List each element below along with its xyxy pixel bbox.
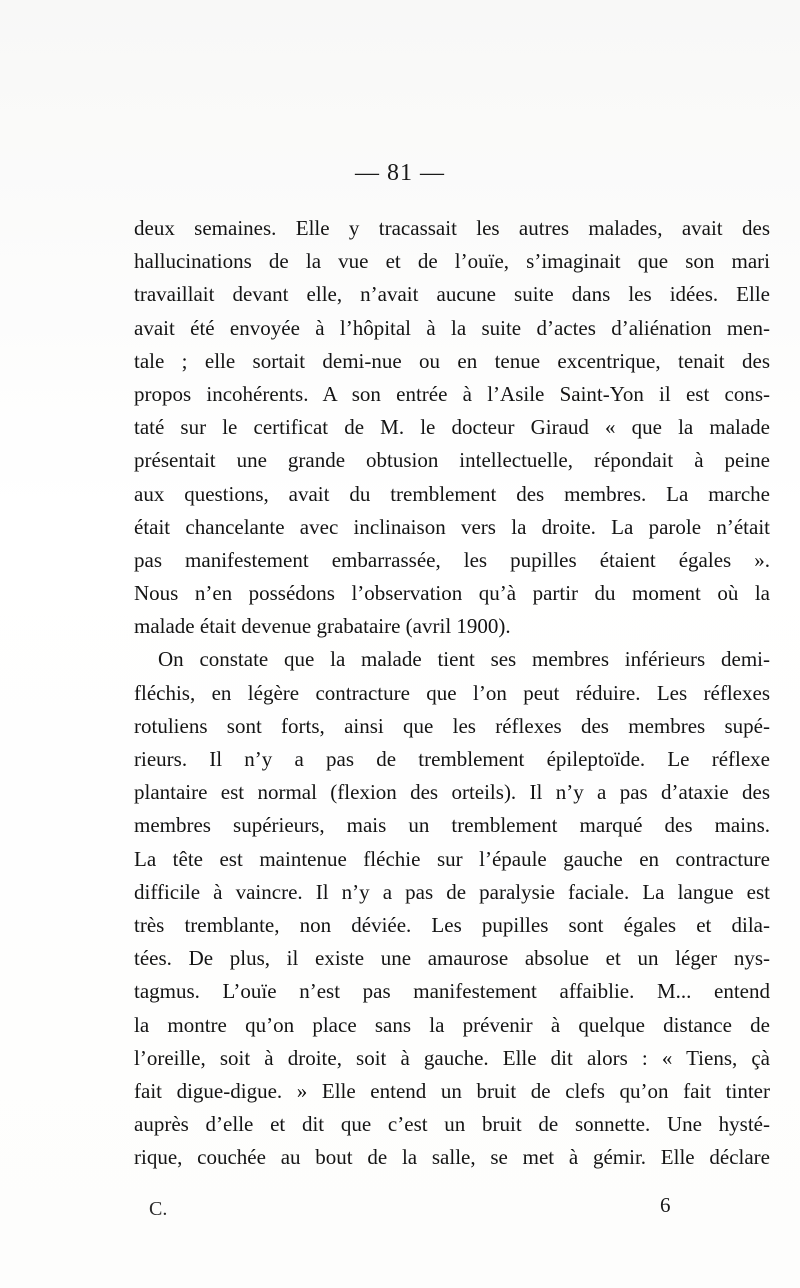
- text-line: était chancelante avec inclinaison vers la droite. La parole n’était: [134, 514, 770, 539]
- text-line: hallucinations de la vue et de l’ouïe, s’imaginait que son mari: [134, 249, 770, 274]
- text-line: présentait une grande obtusion intellectuelle, répondait à peine: [134, 448, 770, 473]
- text-line: La tête est maintenue fléchie sur l’épaule gauche en contracture: [134, 846, 770, 871]
- text-line: plantaire est normal (flexion des orteils). Il n’y a pas d’ataxie des: [134, 780, 770, 805]
- page-number: — 81 —: [355, 160, 445, 186]
- text-line: pas manifestement embarrassée, les pupilles étaient égales ».: [134, 547, 770, 572]
- text-line: rique, couchée au bout de la salle, se met à gémir. Elle déclare: [134, 1145, 770, 1170]
- text-line: On constate que la malade tient ses membres inférieurs demi-: [158, 647, 770, 672]
- text-line: fléchis, en légère contracture que l’on peut réduire. Les réflexes: [134, 680, 770, 705]
- text-line: très tremblante, non déviée. Les pupilles sont égales et dila-: [134, 912, 770, 937]
- text-line: tagmus. L’ouïe n’est pas manifestement affaiblie. M... entend: [134, 979, 770, 1004]
- text-line: tale ; elle sortait demi-nue ou en tenue excentrique, tenait des: [134, 348, 770, 373]
- gathering-number: 6: [660, 1193, 671, 1217]
- text-line: malade était devenue grabataire (avril 1900).: [134, 614, 511, 639]
- text-line: deux semaines. Elle y tracassait les autres malades, avait des: [134, 216, 770, 240]
- printer-signature: C.: [149, 1198, 168, 1220]
- text-line: difficile à vaincre. Il n’y a pas de paralysie faciale. La langue est: [134, 879, 770, 904]
- text-line: avait été envoyée à l’hôpital à la suite d’actes d’aliénation men-: [134, 315, 770, 340]
- text-line: tées. De plus, il existe une amaurose absolue et un léger nys-: [134, 946, 770, 971]
- text-line: membres supérieurs, mais un tremblement marqué des mains.: [134, 813, 770, 838]
- text-line: propos incohérents. A son entrée à l’Asile Saint-Yon il est cons-: [134, 381, 770, 406]
- text-line: taté sur le certificat de M. le docteur Giraud « que la malade: [134, 415, 770, 440]
- text-line: l’oreille, soit à droite, soit à gauche. Elle dit alors : « Tiens, çà: [134, 1045, 770, 1070]
- text-line: fait digue-digue. » Elle entend un bruit de clefs qu’on fait tinter: [134, 1078, 770, 1103]
- text-line: auprès d’elle et dit que c’est un bruit de sonnette. Une hysté-: [134, 1112, 770, 1137]
- text-line: la montre qu’on place sans la prévenir à quelque distance de: [134, 1012, 770, 1037]
- text-line: Nous n’en possédons l’observation qu’à partir du moment où la: [134, 581, 770, 606]
- text-line: travaillait devant elle, n’avait aucune suite dans les idées. Elle: [134, 282, 770, 307]
- body-text: [134, 212, 770, 1174]
- text-line: rotuliens sont forts, ainsi que les réflexes des membres supé-: [134, 713, 770, 738]
- text-line: aux questions, avait du tremblement des membres. La marche: [134, 481, 770, 506]
- text-line: rieurs. Il n’y a pas de tremblement épileptoïde. Le réflexe: [134, 747, 770, 771]
